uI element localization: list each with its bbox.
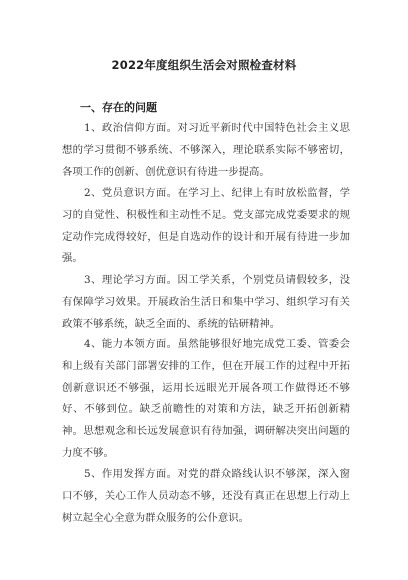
paragraph-theory-study: 3、理论学习方面。因工学关系，个别党员请假较多，没有保障学习效果。开展政治生活日和集中学习、组织学习有关政策不够系统，缺乏全面的、系统的钻研精神。 — [62, 274, 350, 330]
paragraph-capability: 4、能力本领方面。虽然能够很好地完成党工委、管委会和上级有关部门部署安排的工作，但在开展工作的过程中开拓创新意识还不够强，运用长远眼光开展各项工作做得还不够好、不够到位。缺乏前瞻性的对策和方法，缺乏开拓创新精神。思想观念和长远发展意识有待加强，调研解决突出问题的力度不够。 — [62, 338, 350, 459]
paragraph-role-function: 5、作用发挥方面。对党的群众路线认识不够深，深入窗口不够，关心工作人员动态不够，还没有真正在思想上行动上树立起全心全意为群众服务的公仆意识。 — [62, 468, 350, 524]
section-heading: 一、存在的问题 — [80, 101, 157, 114]
paragraph-political-belief: 1、政治信仰方面。对习近平新时代中国特色社会主义思想的学习贯彻不够系统、不够深入，理论联系实际不够密切，各项工作的创新、创优意识有待进一步提高。 — [62, 122, 350, 178]
paragraph-party-awareness: 2、党员意识方面。在学习上、纪律上有时放松监督，学习的自觉性、积极性和主动性不足。党支部完成党委要求的规定动作完成得较好，但是自选动作的设计和开展有待进一步加强。 — [62, 187, 350, 265]
document-title: 2022年度组织生活会对照检查材料 — [111, 58, 297, 72]
